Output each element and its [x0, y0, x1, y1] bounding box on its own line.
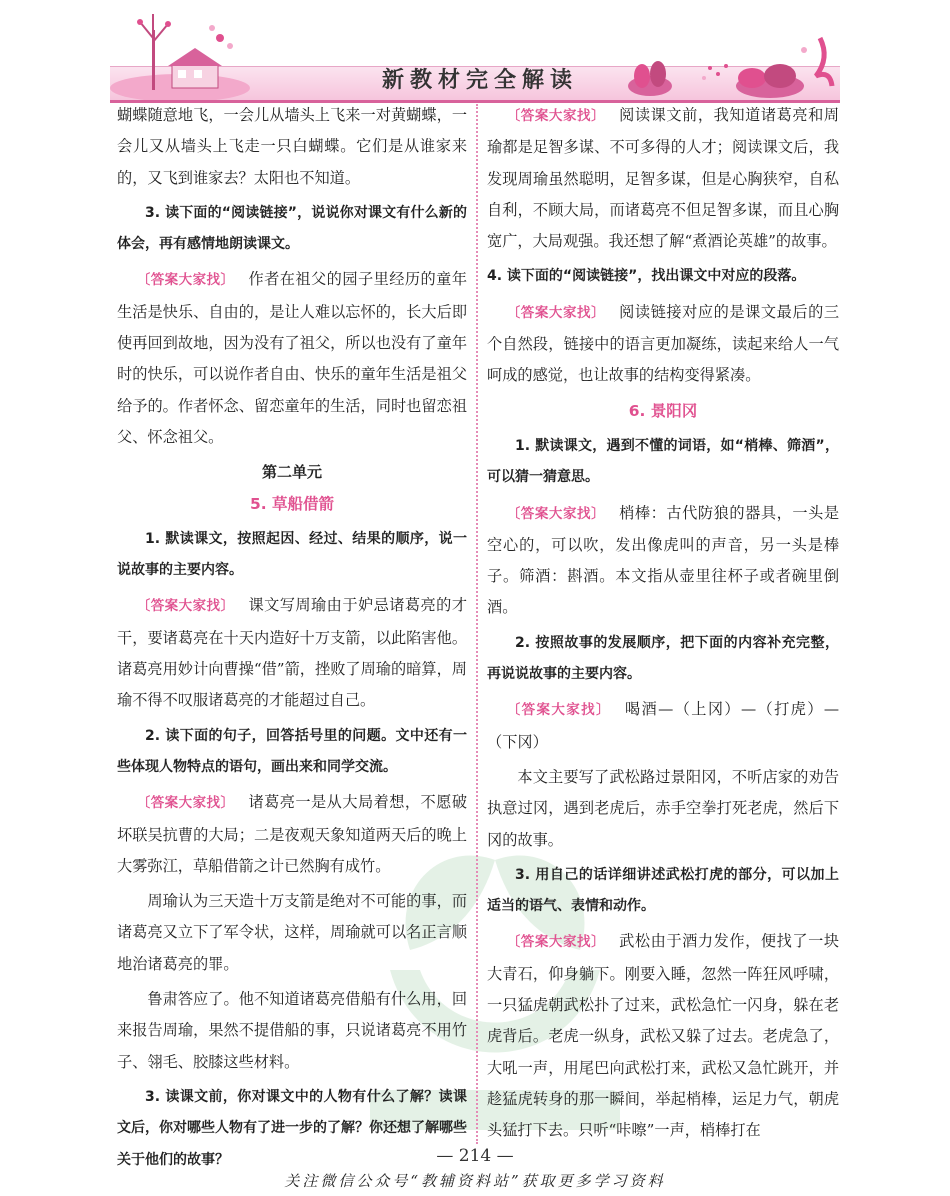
question-3: 3. 用自己的话详细讲述武松打虎的部分，可以加上适当的语气、表情和动作。 — [487, 866, 839, 915]
answer-text: 课文写周瑜由于妒忌诸葛亮的才干，要诸葛亮在十天内造好十万支箭，以此陷害他。诸葛亮用妙计向曹操“借”箭，挫败了周瑜的暗算，周瑜不得不叹服诸葛亮的才能超过自己。 — [117, 596, 468, 710]
answer-text: 阅读链接对应的是课文最后的三个自然段，链接中的语言更加凝练，读起来给人一气呵成的感觉，也让故事的结构变得紧凑。 — [487, 302, 840, 385]
footer-note: 关注微信公众号“教辅资料站”获取更多学习资料 — [284, 1172, 666, 1190]
left-column — [117, 100, 467, 1176]
question-3: 3. 读下面的“阅读链接”，说说你对课文有什么新的体会，再有感情地朗读课文。 — [117, 204, 467, 253]
page-header — [110, 8, 840, 100]
answer-tag: 〔答案大家找〕 — [136, 272, 235, 289]
right-column — [487, 100, 839, 1147]
question-1: 1. 默读课文，遇到不懂的词语，如“梢棒、筛酒”，可以猜一猜意思。 — [487, 437, 839, 486]
answer-3 — [117, 264, 467, 453]
unit-title: 第二单元 — [261, 463, 322, 482]
answer-tag: 〔答案大家找〕 — [506, 304, 606, 321]
answer-text: 武松由于酒力发作，便找了一块大青石，仰身躺下。刚要入睡，忽然一阵狂风呼啸，一只猛虎朝武松扑了过来，武松急忙一闪身，躲在老虎背后。老虎一纵身，武松又躲了过去。老虎急了，大吼一声，用尾巴向武松打来，武松又急忙跳开，并趁猛虎转身的那一瞬间，举起梢棒，运足力气，朝虎头猛打下去。只听“咔嚓”一声，梢棒打在 — [487, 932, 840, 1140]
answer-text: 梢棒：古代防狼的器具，一头是空心的，可以吹，发出像虎叫的声音，另一头是棒子。筛酒：斟酒。本文指从壶里往杯子或者碗里倒酒。 — [487, 503, 840, 617]
question-3: 3. 读课文前，你对课文中的人物有什么了解？读课文后，你对哪些人物有了进一步的了解？你还想了解哪些关于他们的故事？ — [117, 1088, 467, 1168]
question-2: 2. 按照故事的发展顺序，把下面的内容补充完整，再说说故事的主要内容。 — [487, 634, 839, 683]
answer-3 — [487, 100, 839, 257]
question-4: 4. 读下面的“阅读链接”，找出课文中对应的段落。 — [487, 268, 806, 285]
answer-4 — [487, 297, 839, 392]
answer-2 — [487, 694, 839, 758]
answer-tag: 〔答案大家找〕 — [506, 505, 606, 522]
flower-decoration — [620, 28, 840, 100]
answer-text: 阅读课文前，我知道诸葛亮和周瑜都是足智多谋、不可多得的人才；阅读课文后，我发现周瑜虽然聪明，足智多谋，但是心胸狭窄，自私自利，不顾大局，而诸葛亮不但足智多谋，而且心胸宽广，大局观强。我还想了解“煮酒论英雄”的故事。 — [487, 106, 840, 251]
answer-1 — [487, 498, 839, 624]
answer-3 — [487, 926, 839, 1146]
column-divider — [476, 104, 478, 1144]
lesson-title: 6. 景阳冈 — [628, 401, 698, 420]
paragraph: 鲁肃答应了。他不知道诸葛亮借船有什么用，回来报告周瑜，果然不提借船的事，只说诸葛亮不用竹子、翎毛、胶膝这些材料。 — [117, 990, 467, 1071]
answer-tag: 〔答案大家找〕 — [136, 598, 235, 615]
page-number: — 214 — — [436, 1146, 514, 1166]
answer-tag: 〔答案大家找〕 — [506, 108, 606, 124]
answer-text: 诸葛亮一是从大局着想，不愿破坏联吴抗曹的大局；二是夜观天象知道两天后的晚上大雾弥江，草船借箭之计已然胸有成竹。 — [117, 793, 468, 875]
paragraph: 周瑜认为三天造十万支箭是绝对不可能的事，而诸葛亮又立下了军令状，这样，周瑜就可以名正言顺地治诸葛亮的罪。 — [117, 892, 467, 973]
answer-text: 作者在祖父的园子里经历的童年生活是快乐、自由的，是让人难以忘怀的，长大后即使再回到故地，因为没有了祖父，所以也没有了童年时的快乐，可以说作者自由、快乐的童年生活是祖父给予的。作者怀念、留恋童年的生活，同时也留恋祖父、怀念祖父。 — [117, 270, 468, 446]
answer-tag: 〔答案大家找〕 — [136, 795, 235, 812]
paragraph: 本文主要写了武松路过景阳冈，不听店家的劝告执意过冈，遇到老虎后，赤手空拳打死老虎，然后下冈的故事。 — [487, 767, 839, 849]
header-title: 新教材完全解读 — [381, 68, 578, 93]
answer-tag: 〔答案大家找〕 — [506, 934, 606, 951]
question-1: 1. 默读课文，按照起因、经过、结果的顺序，说一说故事的主要内容。 — [117, 530, 467, 579]
lesson-title: 5. 草船借箭 — [249, 494, 335, 513]
question-2: 2. 读下面的句子，回答括号里的问题。文中还有一些体现人物特点的语句，画出来和同学交流。 — [117, 727, 467, 775]
answer-1 — [117, 590, 467, 716]
house-tree-illustration — [110, 8, 250, 100]
answer-2 — [117, 787, 467, 882]
paragraph: 蝴蝶随意地飞，一会儿从墙头上飞来一对黄蝴蝶，一会儿又从墙头上飞走一只白蝴蝶。它们是从谁家来的，又飞到谁家去？太阳也不知道。 — [117, 106, 467, 187]
answer-tag: 〔答案大家找〕 — [506, 702, 611, 719]
answer-text: 喝酒—（上冈）—（打虎）—（下冈） — [487, 700, 840, 751]
